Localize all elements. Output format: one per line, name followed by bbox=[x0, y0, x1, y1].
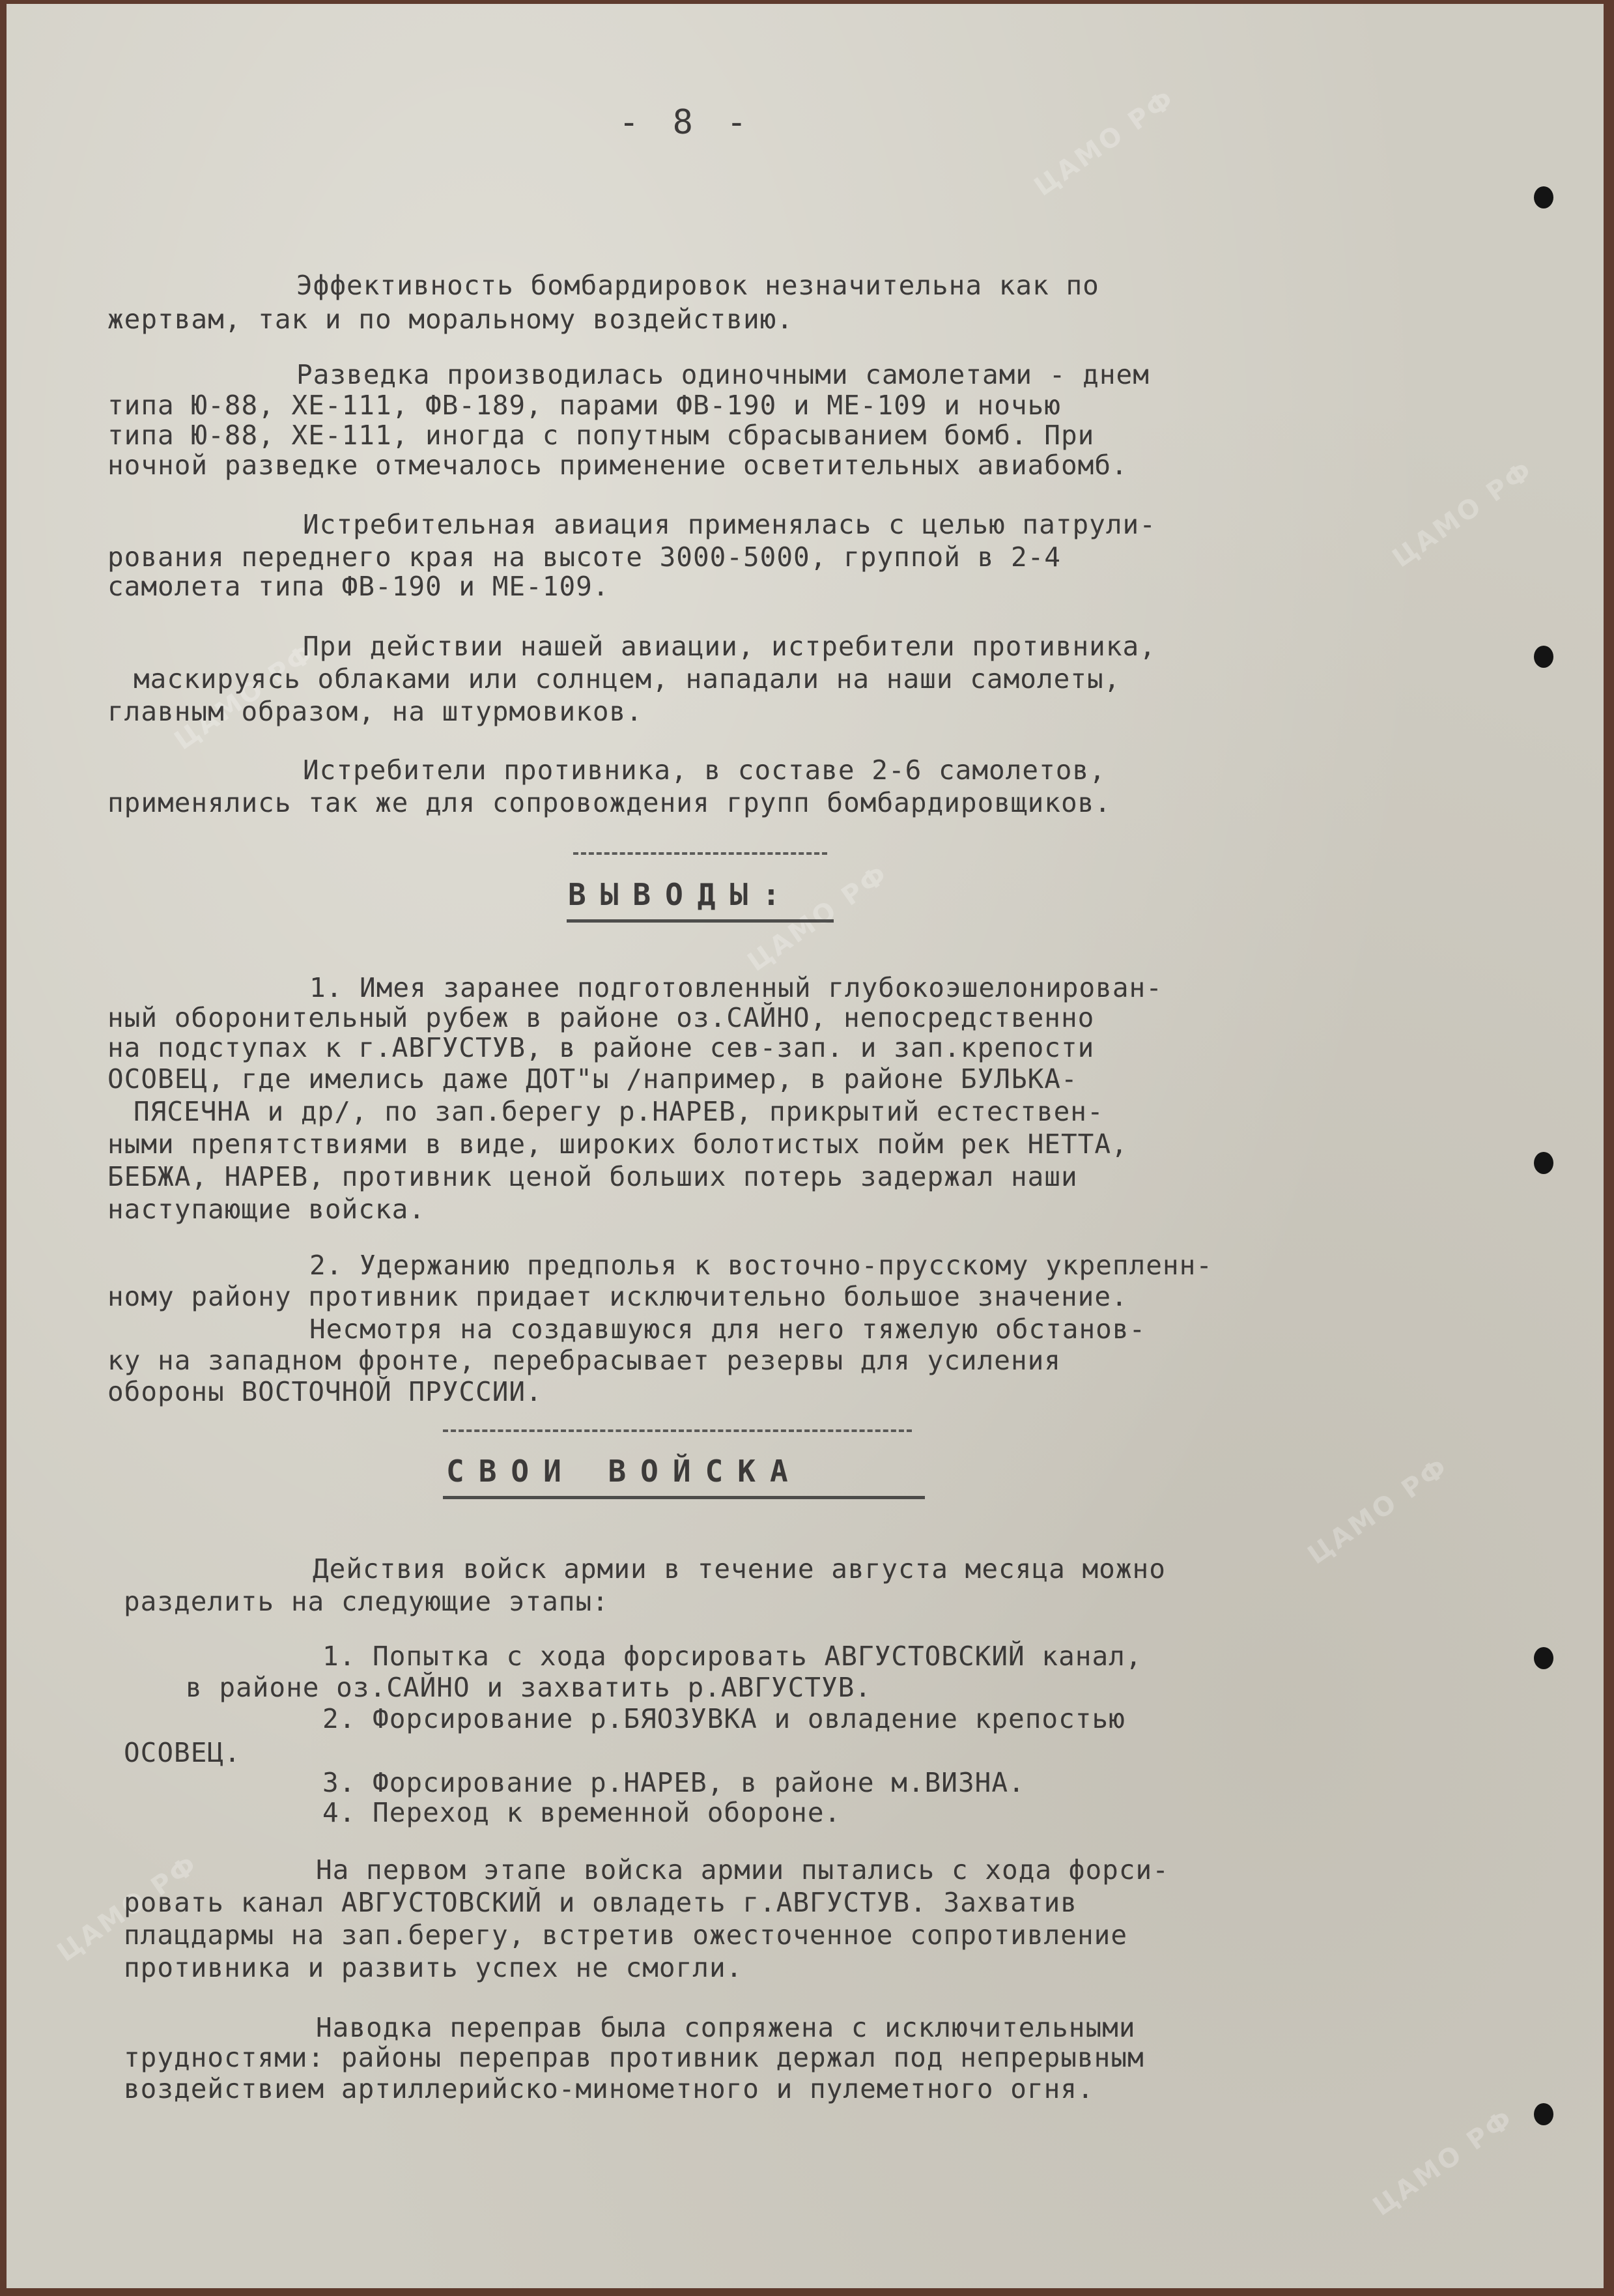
text-line: разделить на следующие этапы: bbox=[124, 1586, 609, 1617]
text-line: главным образом, на штурмовиков. bbox=[107, 696, 643, 727]
divider-line bbox=[443, 1429, 912, 1432]
watermark: ЦАМО РФ bbox=[1302, 1451, 1455, 1571]
text-line: Действия войск армии в течение августа месяца можно bbox=[313, 1553, 1166, 1585]
text-line: типа Ю-88, ХЕ-111, иногда с попутным сбрасыванием бомб. При bbox=[107, 420, 1095, 451]
stage-item: 1. Попытка с хода форсировать АВГУСТОВСКИЙ канал, bbox=[322, 1641, 1142, 1672]
text-line: На первом этапе войска армии пытались с хода форси- bbox=[316, 1854, 1169, 1886]
text-line: ровать канал АВГУСТОВСКИЙ и овладеть г.АВГУСТУВ. Захватив bbox=[124, 1887, 1077, 1918]
text-line: маскируясь облаками или солнцем, нападали на наши самолеты, bbox=[134, 663, 1121, 695]
text-line: 1. Имея заранее подготовленный глубокоэшелонирован- bbox=[309, 972, 1163, 1003]
text-line: обороны ВОСТОЧНОЙ ПРУССИИ. bbox=[107, 1376, 543, 1407]
heading-underline bbox=[567, 919, 834, 923]
text-line: плацдармы на зап.берегу, встретив ожесточенное сопротивление bbox=[124, 1919, 1128, 1951]
text-line: Разведка производилась одиночными самолетами - днем bbox=[296, 359, 1150, 390]
text-line: противника и развить успех не смогли. bbox=[124, 1952, 743, 1983]
text-line: ный оборонительный рубеж в районе оз.САЙНО, непосредственно bbox=[107, 1002, 1095, 1033]
document-page bbox=[7, 4, 1604, 2288]
text-line: Несмотря на создавшуюся для него тяжелую обстанов- bbox=[309, 1313, 1146, 1345]
watermark: ЦАМО РФ bbox=[51, 1848, 205, 1968]
page-number: - 8 - bbox=[619, 103, 754, 142]
divider-line bbox=[573, 852, 827, 855]
text-line: наступающие войска. bbox=[107, 1194, 425, 1225]
watermark: ЦАМО РФ bbox=[1028, 83, 1182, 203]
text-line: рования переднего края на высоте 3000-5000, группой в 2-4 bbox=[107, 541, 1061, 573]
text-line: применялись так же для сопровождения групп бомбардировщиков. bbox=[107, 787, 1112, 818]
text-line: БЕБЖА, НАРЕВ, противник ценой больших потерь задержал наши bbox=[107, 1161, 1078, 1192]
text-line: воздействием артиллерийско-минометного и пулеметного огня. bbox=[124, 2073, 1094, 2104]
punch-hole bbox=[1534, 646, 1553, 668]
text-line: Наводка переправ была сопряжена с исключительными bbox=[316, 2012, 1136, 2043]
text-line: Истребительная авиация применялась с целью патрули- bbox=[303, 509, 1156, 540]
text-line: ОСОВЕЦ, где имелись даже ДОТ"ы /например, в районе БУЛЬКА- bbox=[107, 1063, 1078, 1095]
stage-item: в районе оз.САЙНО и захватить р.АВГУСТУВ. bbox=[186, 1672, 872, 1703]
stage-item: 4. Переход к временной обороне. bbox=[322, 1797, 842, 1828]
stage-item: ОСОВЕЦ. bbox=[124, 1737, 241, 1768]
text-line: Истребители противника, в составе 2-6 самолетов, bbox=[303, 754, 1106, 786]
text-line: Эффективность бомбардировок незначительна как по bbox=[296, 270, 1099, 301]
text-line: ными препятствиями в виде, широких болотистых пойм рек НЕТТА, bbox=[107, 1128, 1128, 1160]
stage-item: 3. Форсирование р.НАРЕВ, в районе м.ВИЗНА. bbox=[322, 1767, 1025, 1798]
watermark: ЦАМО РФ bbox=[742, 858, 895, 978]
text-line: трудностями: районы переправ противник держал под непрерывным bbox=[124, 2042, 1144, 2073]
punch-hole bbox=[1534, 2103, 1553, 2125]
text-line: ку на западном фронте, перебрасывает резервы для усиления bbox=[107, 1345, 1061, 1376]
section-heading: СВОИ ВОЙСКА bbox=[446, 1454, 802, 1489]
text-line: на подступах к г.АВГУСТУВ, в районе сев-зап. и зап.крепости bbox=[107, 1032, 1095, 1063]
text-line: ПЯСЕЧНА и др/, по зап.берегу р.НАРЕВ, прикрытий естествен- bbox=[134, 1096, 1104, 1127]
text-line: типа Ю-88, ХЕ-111, ФВ-189, парами ФВ-190 и МЕ-109 и ночью bbox=[107, 390, 1061, 421]
punch-hole bbox=[1534, 1152, 1553, 1174]
section-heading: ВЫВОДЫ: bbox=[568, 877, 795, 912]
text-line: ночной разведке отмечалось применение осветительных авиабомб. bbox=[107, 450, 1128, 481]
text-line: ному району противник придает исключительно большое значение. bbox=[107, 1281, 1128, 1312]
punch-hole bbox=[1534, 186, 1553, 208]
watermark: ЦАМО РФ bbox=[1367, 2102, 1520, 2222]
text-line: 2. Удержанию предполья к восточно-прусскому укрепленн- bbox=[309, 1250, 1213, 1281]
watermark: ЦАМО РФ bbox=[1387, 454, 1540, 574]
text-line: самолета типа ФВ-190 и МЕ-109. bbox=[107, 571, 610, 602]
text-line: жертвам, так и по моральному воздействию. bbox=[107, 304, 794, 335]
text-line: При действии нашей авиации, истребители противника, bbox=[303, 631, 1156, 662]
stage-item: 2. Форсирование р.БЯОЗУВКА и овладение крепостью bbox=[322, 1703, 1126, 1734]
watermark: ЦАМО РФ bbox=[169, 637, 322, 756]
heading-underline bbox=[443, 1496, 925, 1499]
punch-hole bbox=[1534, 1647, 1553, 1669]
